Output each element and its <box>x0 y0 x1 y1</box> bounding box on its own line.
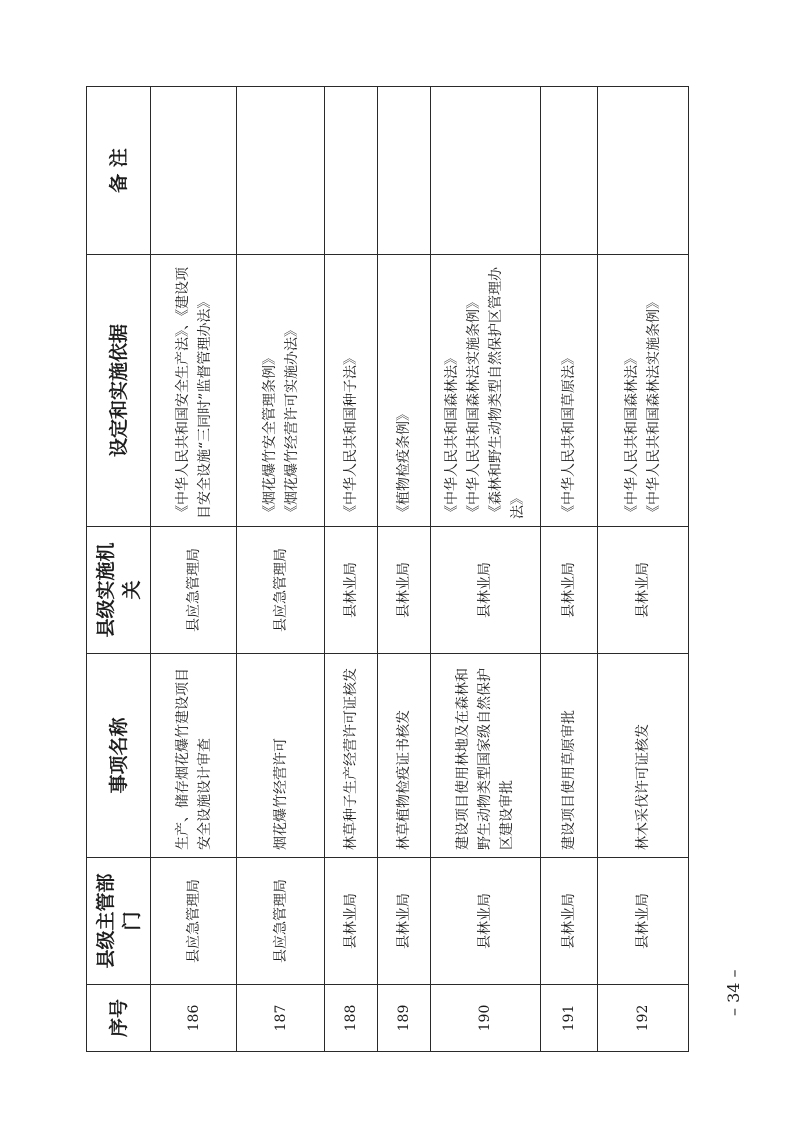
basis-line: 《森林和野生动物类型自然保护区管理办法》 <box>488 267 527 519</box>
row-dept: 县应急管理局 <box>151 858 237 985</box>
row-dept: 县应急管理局 <box>237 858 325 985</box>
row-basis <box>597 255 688 527</box>
row-dept: 县林业局 <box>325 858 378 985</box>
basis-line: 《中华人民共和国森林法实施条例》 <box>466 295 483 519</box>
row-item-name: 建设项目使用林地及在森林和野生动物类型国家级自然保护区建设审批 <box>430 654 540 858</box>
header-note: 备 注 <box>87 87 151 255</box>
row-item-name: 林草种子生产经营许可证核发 <box>325 654 378 858</box>
row-basis <box>378 255 430 527</box>
rotated-table-container <box>86 87 689 1052</box>
row-dept: 县林业局 <box>597 858 688 985</box>
row-item-name: 建设项目使用草原审批 <box>541 654 598 858</box>
row-note <box>151 87 237 255</box>
header-dept: 县级主管部门 <box>87 858 151 985</box>
table-row <box>151 87 237 1052</box>
row-number: 188 <box>325 985 378 1052</box>
row-number: 187 <box>237 985 325 1052</box>
row-basis <box>541 255 598 527</box>
table-row <box>597 87 688 1052</box>
header-agency: 县级实施机关 <box>87 527 151 654</box>
basis-line: 《中华人民共和国森林法》 <box>623 351 640 519</box>
header-row <box>87 87 151 1052</box>
row-agency: 县林业局 <box>597 527 688 654</box>
row-number: 190 <box>430 985 540 1052</box>
table-body <box>151 87 689 1052</box>
row-agency: 县应急管理局 <box>237 527 325 654</box>
row-basis <box>325 255 378 527</box>
row-note <box>430 87 540 255</box>
items-table <box>86 86 689 1052</box>
row-basis <box>151 255 237 527</box>
header-basis: 设定和实施依据 <box>87 255 151 527</box>
basis-line: 《中华人民共和国种子法》 <box>343 351 360 519</box>
page-number: – 34 – <box>724 969 743 1016</box>
basis-line: 《植物检疫条例》 <box>396 407 413 519</box>
basis-line: 《中华人民共和国草原法》 <box>561 351 578 519</box>
row-number: 186 <box>151 985 237 1052</box>
table-row <box>430 87 540 1052</box>
table-row <box>541 87 598 1052</box>
row-dept: 县林业局 <box>541 858 598 985</box>
row-basis <box>237 255 325 527</box>
row-note <box>378 87 430 255</box>
row-dept: 县林业局 <box>430 858 540 985</box>
row-item-name: 烟花爆竹经营许可 <box>237 654 325 858</box>
row-basis <box>430 255 540 527</box>
table-row <box>237 87 325 1052</box>
row-note <box>237 87 325 255</box>
row-note <box>325 87 378 255</box>
row-item-name: 生产、储存烟花爆竹建设项目安全设施设计审查 <box>151 654 237 858</box>
table-row <box>378 87 430 1052</box>
row-note <box>541 87 598 255</box>
row-note <box>597 87 688 255</box>
basis-line: 《中华人民共和国安全生产法》、《建设项目安全设施“三同时”监督管理办法》 <box>174 267 213 519</box>
basis-line: 《中华人民共和国森林法实施条例》 <box>645 295 662 519</box>
row-number: 192 <box>597 985 688 1052</box>
row-agency: 县林业局 <box>325 527 378 654</box>
row-agency: 县林业局 <box>378 527 430 654</box>
row-agency: 县林业局 <box>430 527 540 654</box>
row-agency: 县应急管理局 <box>151 527 237 654</box>
row-agency: 县林业局 <box>541 527 598 654</box>
row-number: 189 <box>378 985 430 1052</box>
table-row <box>325 87 378 1052</box>
basis-line: 《烟花爆竹安全管理条例》 <box>261 351 278 519</box>
basis-line: 《中华人民共和国森林法》 <box>444 351 461 519</box>
row-dept: 县林业局 <box>378 858 430 985</box>
header-no: 序号 <box>87 985 151 1052</box>
row-number: 191 <box>541 985 598 1052</box>
basis-line: 《烟花爆竹经营许可实施办法》 <box>283 323 300 519</box>
header-item: 事项名称 <box>87 654 151 858</box>
row-item-name: 林木采伐许可证核发 <box>597 654 688 858</box>
row-item-name: 林草植物检疫证书核发 <box>378 654 430 858</box>
